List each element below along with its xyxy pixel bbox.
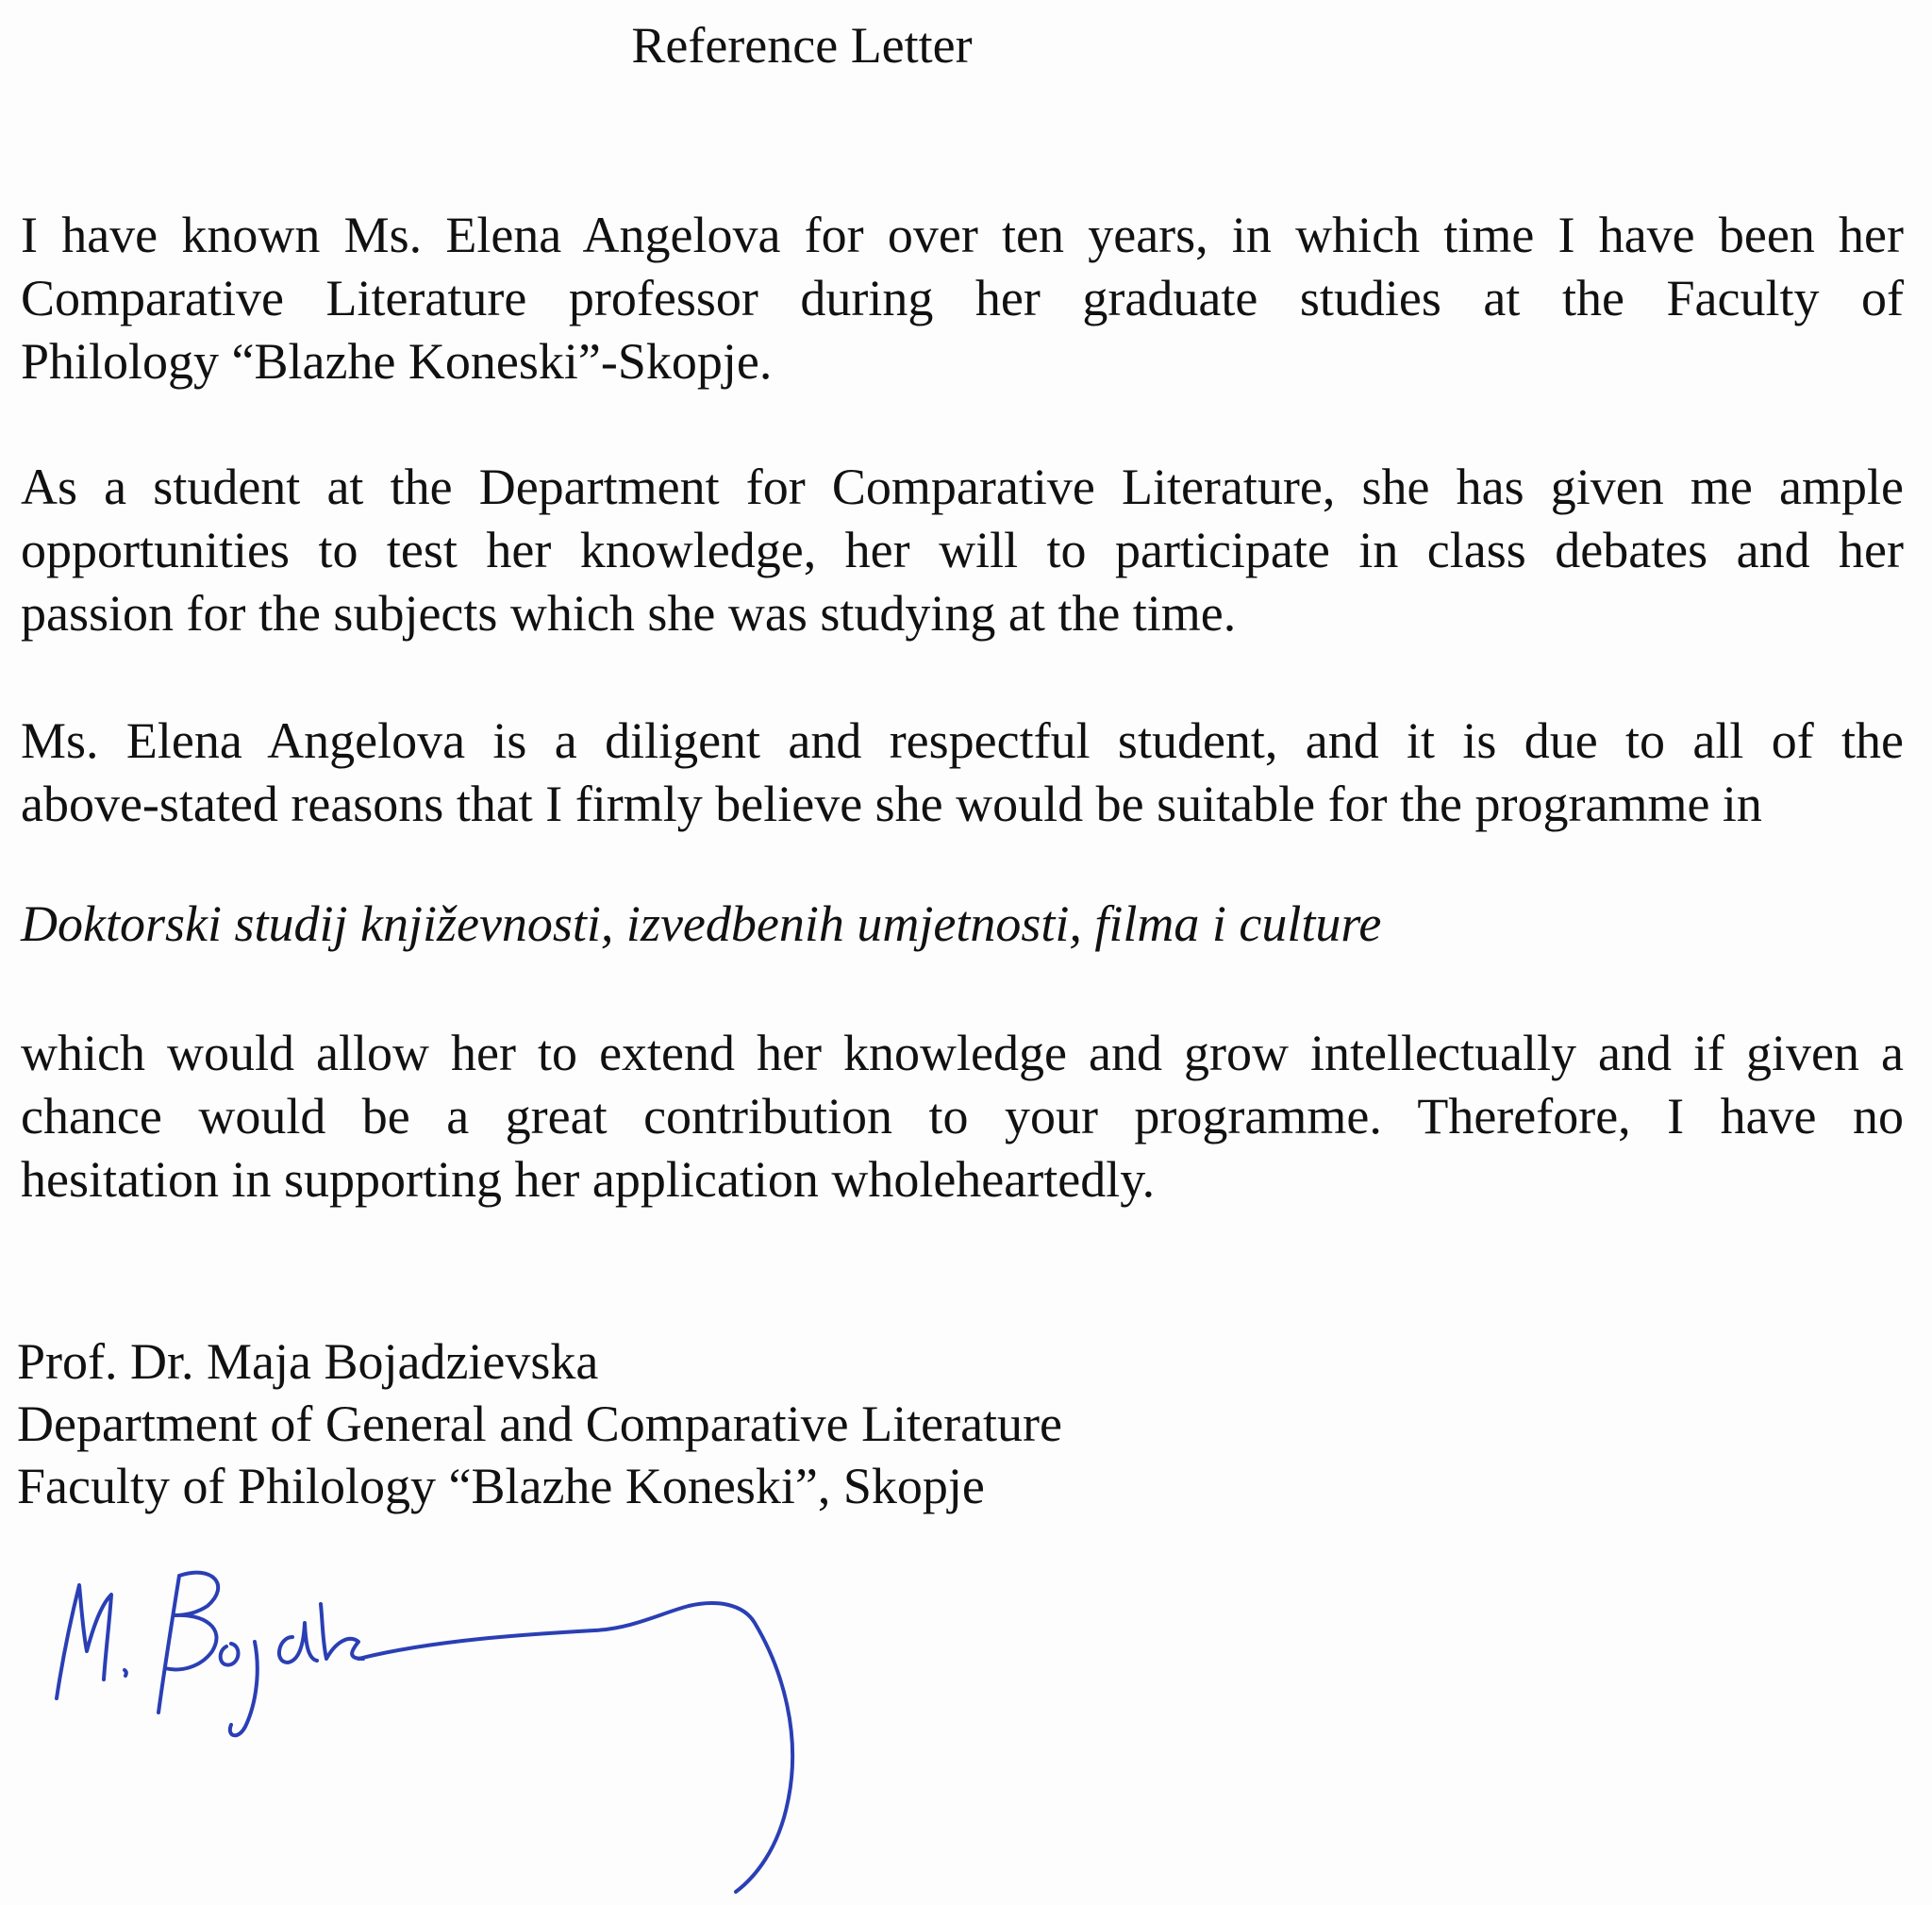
paragraph-acquaintance (21, 204, 1904, 393)
signatory-block (17, 1330, 1062, 1517)
paragraph-recommendation (21, 710, 1904, 836)
text-line: Ms. Elena Angelova is a diligent and respectful student, and it is due to all of the (21, 712, 1904, 769)
signatory-name: Prof. Dr. Maja Bojadzievska (17, 1333, 599, 1390)
paragraph-student-qualities (21, 456, 1904, 645)
text-line: passion for the subjects which she was studying at the time. (21, 585, 1237, 642)
signatory-faculty: Faculty of Philology “Blazhe Koneski”, Skopje (17, 1458, 985, 1514)
letter-title: Reference Letter (631, 17, 973, 74)
handwritten-signature (38, 1547, 924, 1901)
text-line: I have known Ms. Elena Angelova for over ten years, in which time I have been her (21, 207, 1904, 263)
paragraph-conclusion (21, 1022, 1904, 1212)
text-line: opportunities to test her knowledge, her will to participate in class debates and her (21, 522, 1904, 578)
text-line: hesitation in supporting her application wholeheartedly. (21, 1151, 1156, 1208)
text-line: Philology “Blazhe Koneski”-Skopje. (21, 333, 773, 390)
text-line: above-stated reasons that I firmly believe she would be suitable for the programme in (21, 776, 1762, 832)
signatory-department: Department of General and Comparative Literature (17, 1395, 1063, 1452)
text-line: chance would be a great contribution to your programme. Therefore, I have no (21, 1088, 1904, 1145)
programme-name: Doktorski studij književnosti, izvedbenih umjetnosti, filma i culture (21, 895, 1382, 952)
text-line: As a student at the Department for Comparative Literature, she has given me ample (21, 459, 1904, 515)
text-line: which would allow her to extend her knowledge and grow intellectually and if given a (21, 1025, 1904, 1081)
text-line: Comparative Literature professor during her graduate studies at the Faculty of (21, 270, 1904, 326)
